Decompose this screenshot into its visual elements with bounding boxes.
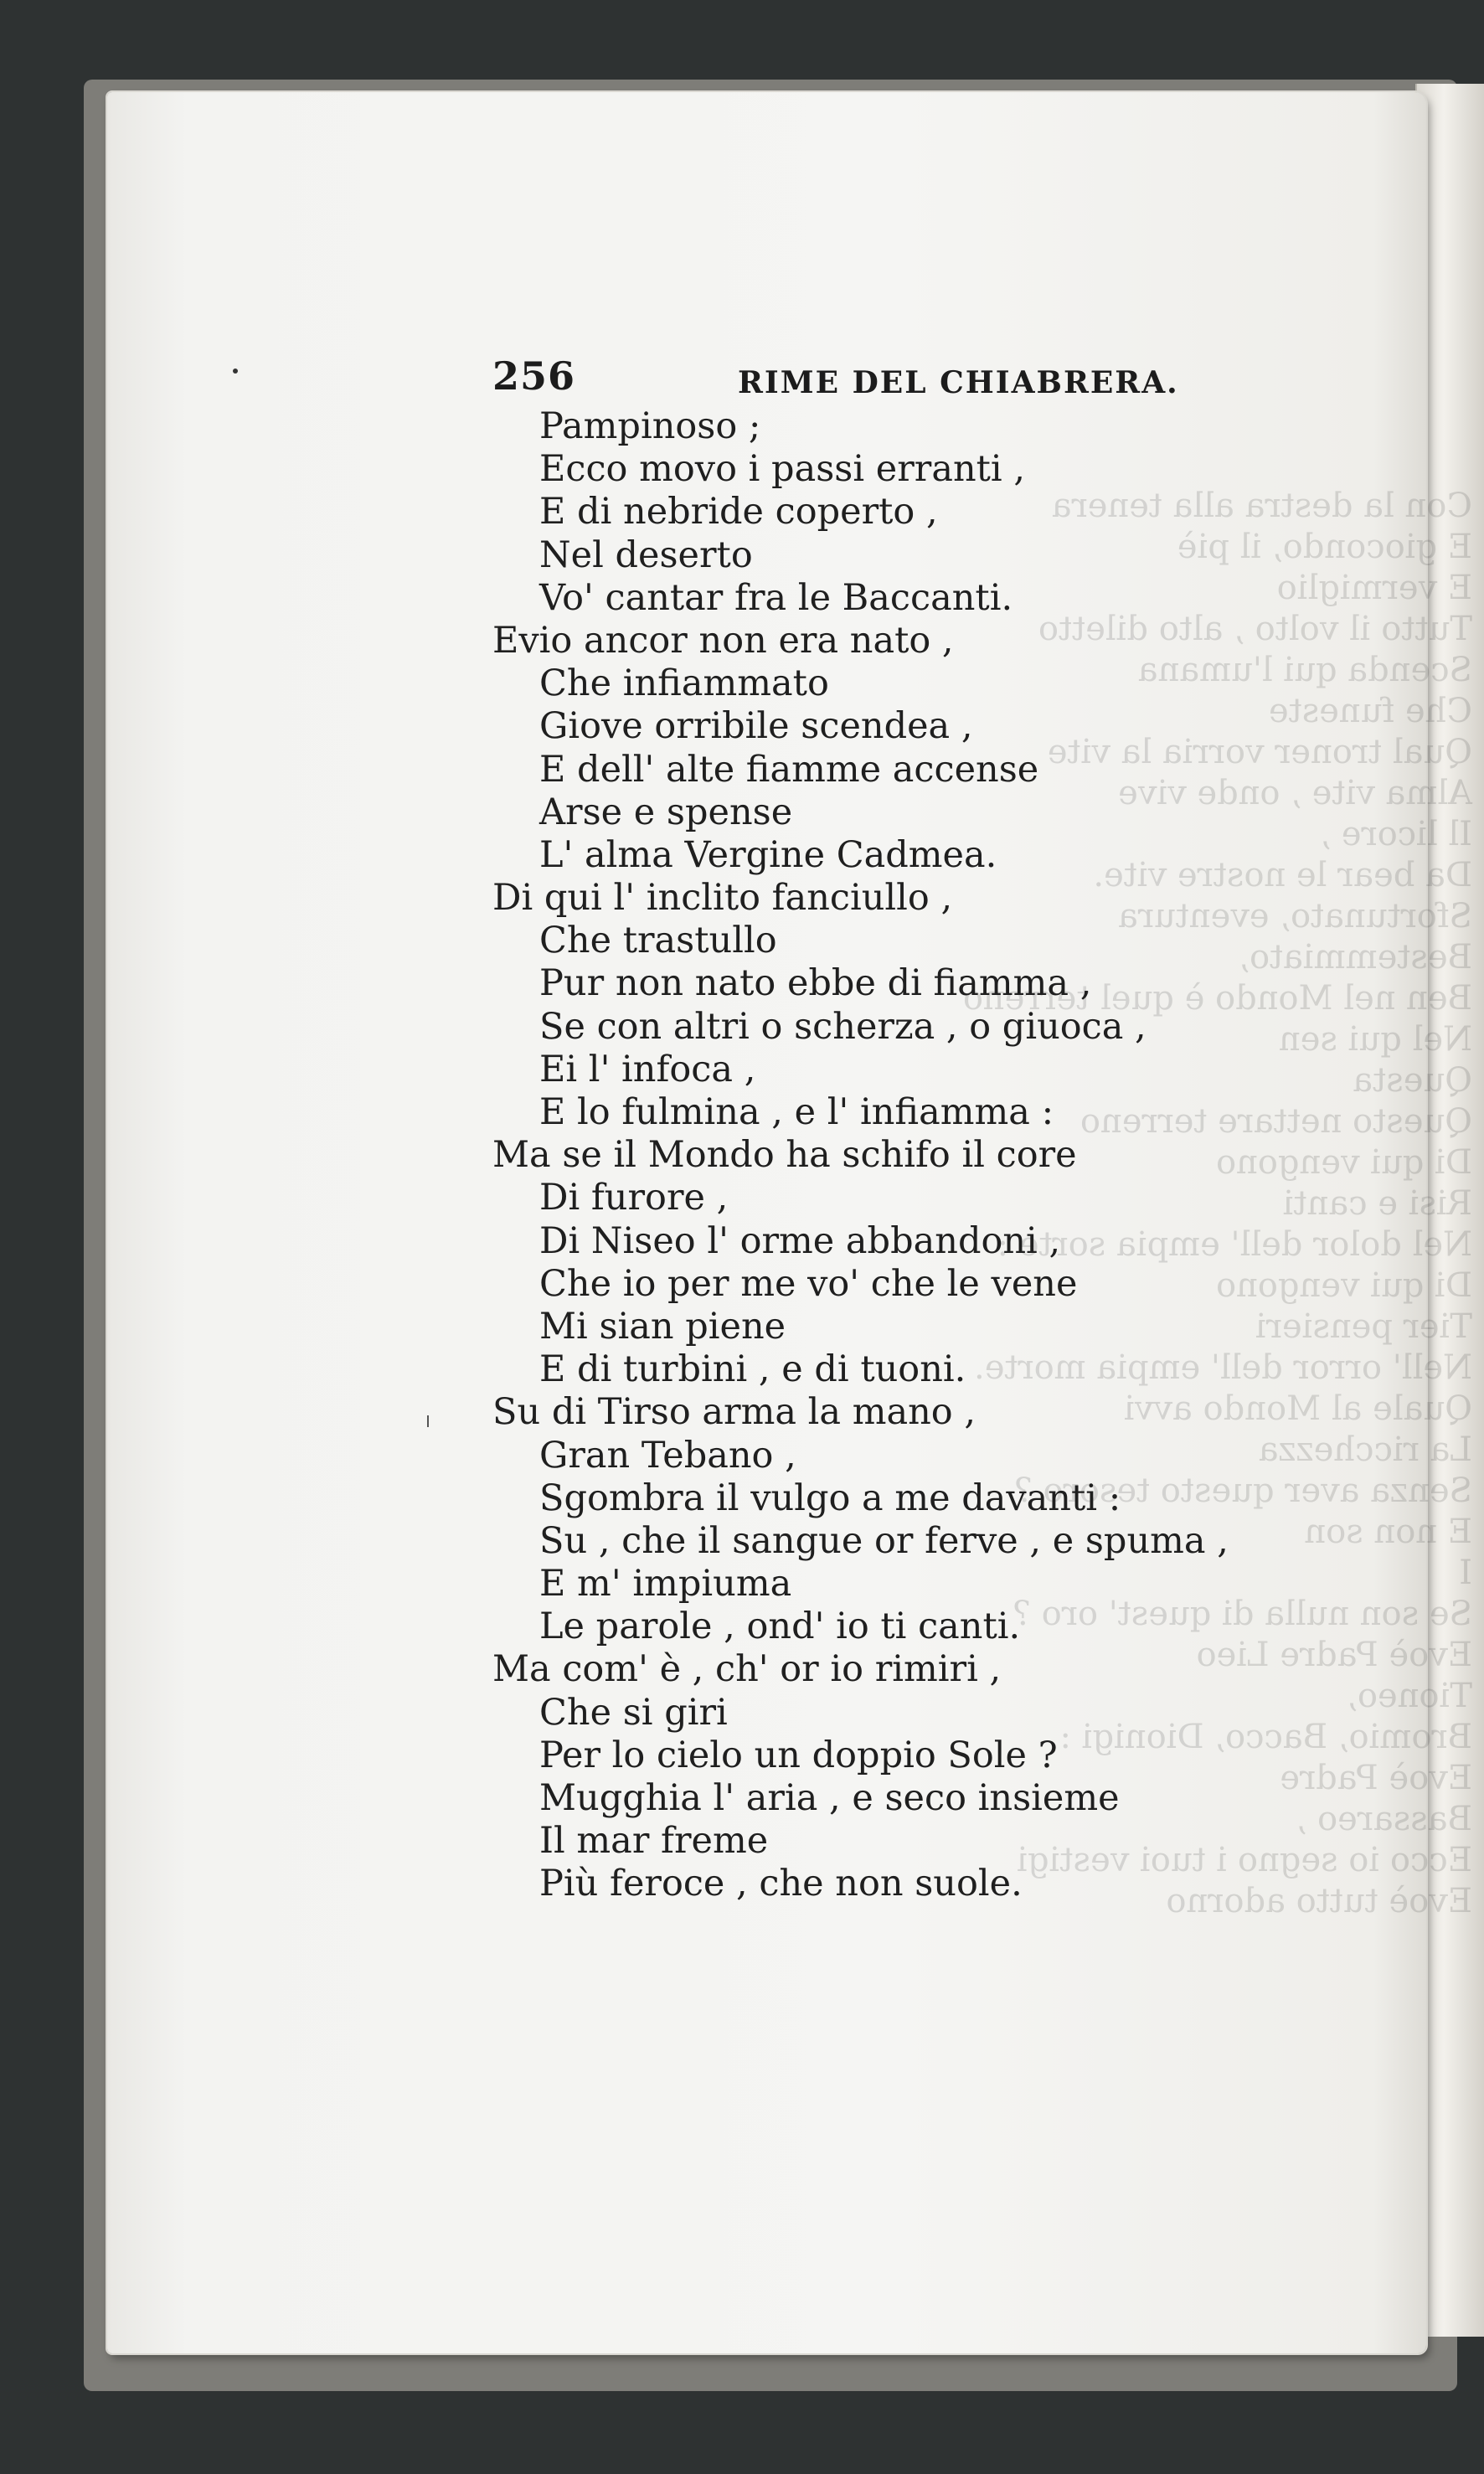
- poem-line: Ma se il Mondo ha schifo il core: [492, 1134, 1077, 1177]
- bleed-line: E vermiglio: [1276, 569, 1472, 607]
- poem-line: E dell' alte fiamme accense: [539, 748, 1039, 791]
- poem-line: Sgombra il vulgo a me davanti :: [539, 1477, 1121, 1519]
- poem-line: Su di Tirso arma la mano ,: [492, 1391, 976, 1434]
- poem-line: Mi sian piene: [539, 1305, 786, 1348]
- bleed-line: Se son nulla di quest' oro ?: [1013, 1595, 1472, 1633]
- bleed-line: Bestemmiato,: [1239, 938, 1472, 977]
- bleed-line: Tutto il volto , alto diletto: [1038, 610, 1472, 648]
- poem-line: Le parole , ond' io ti canti.: [539, 1606, 1021, 1648]
- poem-line: Giove orribile scendea ,: [539, 705, 973, 748]
- poem-line: Il mar freme: [539, 1820, 769, 1863]
- bleed-line: Che funeste: [1268, 692, 1472, 730]
- bleed-line: Ecco io segno i tuoi vestigi: [1017, 1841, 1472, 1879]
- poem-line: Evio ancor non era nato ,: [492, 619, 954, 662]
- poem-line: Su , che il sangue or ferve , e spuma ,: [539, 1519, 1229, 1562]
- bleed-line: Evoè Padre: [1280, 1759, 1472, 1797]
- bleed-line: Scenda qui l'umana: [1137, 651, 1472, 689]
- poem-line: Che infiammato: [539, 662, 829, 705]
- bleed-line: Con la destra alla tenera: [1051, 487, 1472, 525]
- bleed-line: Nel dolor dell' empia sorte :: [997, 1225, 1472, 1264]
- bleed-line: Tier pensieri: [1255, 1307, 1472, 1346]
- bleed-line: Nel qui sen: [1278, 1020, 1472, 1059]
- poem-line: Pampinoso ;: [539, 405, 761, 447]
- bleed-line: La ricchezza: [1258, 1430, 1472, 1469]
- poem-line: Gran Tebano ,: [539, 1434, 796, 1477]
- bleed-line: Alma vite , onde vive: [1118, 774, 1472, 812]
- poem-line: Nel deserto: [539, 533, 753, 576]
- bleed-line: Senza aver questo tesoro ?: [1014, 1472, 1472, 1510]
- poem-line: Che si giri: [539, 1691, 728, 1734]
- poem-line: E di nebride coperto ,: [539, 491, 938, 533]
- bleed-line: Di qui vengono: [1215, 1266, 1472, 1305]
- bleed-line: Quale al Mondo avvi: [1124, 1389, 1472, 1428]
- poem-line: Che io per me vo' che le vene: [539, 1262, 1078, 1305]
- ink-dot: [233, 369, 238, 374]
- poem-line: Mugghia l' aria , e seco insieme: [539, 1777, 1120, 1819]
- poem-line: E lo fulmina , e l' infiamma :: [539, 1091, 1054, 1133]
- bleed-line: Tioneo,: [1347, 1677, 1472, 1715]
- poem-line: Se con altri o scherza , o giuoca ,: [539, 1005, 1146, 1048]
- running-head: RIME DEL CHIABRERA.: [738, 365, 1179, 400]
- poem-line: Di Niseo l' orme abbandoni ,: [539, 1219, 1061, 1262]
- poem-line: Arse e spense: [539, 791, 793, 833]
- bleed-line: Bromio, Bacco, Dionigi :: [1059, 1718, 1472, 1756]
- poem-line: Per lo cielo un doppio Sole ?: [539, 1734, 1058, 1776]
- bleed-line: Risi e canti: [1282, 1184, 1472, 1223]
- bleed-line: Questa: [1353, 1061, 1472, 1100]
- poem-line: Più feroce , che non suole.: [539, 1863, 1023, 1905]
- poem-line: Pur non nato ebbe di fiamma ,: [539, 962, 1092, 1005]
- poem-text: [492, 405, 1246, 1906]
- bleed-line: Ben nel Mondo è quel terreno: [962, 979, 1472, 1018]
- bleed-line: Il licore ,: [1320, 815, 1472, 853]
- bleed-line: Da bear le nostre vite.: [1093, 856, 1472, 894]
- bleed-line: Bassareo ,: [1296, 1800, 1472, 1838]
- bleed-line: Di qui vengono: [1215, 1143, 1472, 1182]
- poem-line: Ecco movo i passi erranti ,: [539, 448, 1026, 491]
- poem-line: L' alma Vergine Cadmea.: [539, 833, 997, 876]
- poem-line: E m' impiuma: [539, 1563, 792, 1606]
- poem-line: Ma com' è , ch' or io rimiri ,: [492, 1648, 1002, 1691]
- bleed-line: Questo nettare terreno: [1080, 1102, 1472, 1141]
- margin-mark: [427, 1415, 429, 1427]
- page-number: 256: [492, 353, 576, 399]
- poem-line: E di turbini , e di tuoni.: [539, 1348, 966, 1391]
- bleed-line: Evoè Padre Lieo: [1196, 1636, 1472, 1674]
- poem-line: Di furore ,: [539, 1177, 729, 1219]
- page-header: [492, 353, 1246, 404]
- bleed-line: Evoè tutto adorno: [1166, 1882, 1472, 1920]
- poem-line: Di qui l' inclito fanciullo ,: [492, 877, 953, 920]
- bleed-line: E non son: [1304, 1513, 1472, 1551]
- bleed-line: I: [1459, 1554, 1472, 1592]
- bleed-line: E giocondo, il piè: [1177, 528, 1472, 566]
- poem-line: Che trastullo: [539, 920, 777, 962]
- bleed-line: Sfortunato, eventura: [1118, 897, 1472, 935]
- poem-line: Vo' cantar fra le Baccanti.: [539, 576, 1013, 619]
- bleed-line: Nell' orror dell' empia morte.: [974, 1348, 1472, 1387]
- poem-line: Ei l' infoca ,: [539, 1048, 756, 1090]
- bleed-line: Qual troner vorria la vite: [1047, 733, 1472, 771]
